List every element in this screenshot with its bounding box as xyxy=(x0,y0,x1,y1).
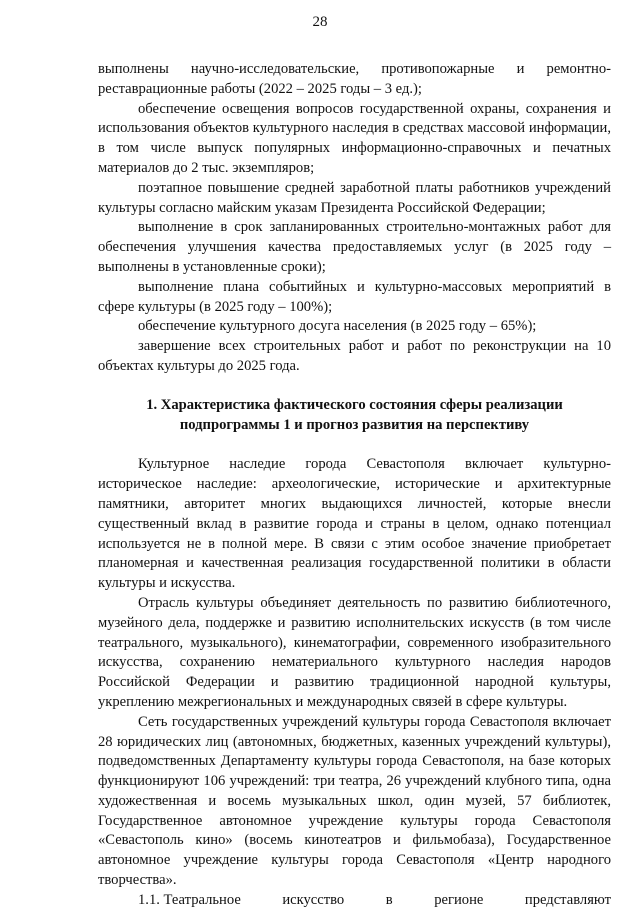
paragraph: обеспечение освещения вопросов государственной охраны, сохранения и использования объектов культурного наследия в средствах массовой информации, в том числе выпуск популярных информационно-справочных и печатных материалов до 2 тыс. экземпляров; xyxy=(98,100,611,176)
paragraph: выполнены научно-исследовательские, противопожарные и ремонтно-реставрационные работы (2022 – 2025 годы – 3 ед.); xyxy=(98,61,611,97)
paragraph: обеспечение культурного досуга населения (в 2025 году – 65%); xyxy=(138,318,537,335)
section-heading: 1. Характеристика фактического состояния сферы реализации подпрограммы 1 и прогноз развития на перспективу xyxy=(146,396,563,433)
word: регионе xyxy=(434,891,484,908)
page-content xyxy=(98,60,611,911)
paragraph: Сеть государственных учреждений культуры города Севастополя включает 28 юридических лиц (автономных, бюджетных, казенных учреждений культуры), подведомственных Департаменту культуры города Севастополя, на базе которых функционируют 106 учреждений: три театра, 26 учреждений клубного типа, одна художественная и восемь музыкальных школ, один музей, 57 библиотек, Государственное автономное учреждение культуры города Севастополя «Севастополь кино» (восемь кинотеатров и фильмобаза), Государственное автономное учреждение культуры города Севастополя «Центр народного творчества». xyxy=(98,713,611,889)
word: искусство xyxy=(282,891,345,908)
page-number: 28 xyxy=(312,14,328,30)
paragraph: завершение всех строительных работ и работ по реконструкции на 10 объектах культуры до 2025 года. xyxy=(98,338,611,374)
paragraph: выполнение в срок запланированных строительно-монтажных работ для обеспечения улучшения качества предоставляемых услуг (в 2025 году – выполнены в установленные сроки); xyxy=(98,219,611,275)
continued-paragraph-line xyxy=(98,891,611,911)
word: представляют xyxy=(524,891,611,908)
paragraph: выполнение плана событийных и культурно-массовых мероприятий в сфере культуры (в 2025 году – 100%); xyxy=(98,278,611,315)
word: 1.1. Театральное xyxy=(138,891,241,908)
paragraph: поэтапное повышение средней заработной платы работников учреждений культуры согласно майским указам Президента Российской Федерации; xyxy=(98,179,611,216)
paragraph: Отрасль культуры объединяет деятельность по развитию библиотечного, музейного дела, поддержке и развитию исполнительских искусств (в том числе театрального, музыкального), кинематографии, современного изобразительного искусства, сохранению нематериального культурного наследия народов Российской Федерации и развитию традиционной народной культуры, укреплению межрегиональных и международных связей в сфере культуры. xyxy=(98,594,611,710)
word: в xyxy=(385,891,393,908)
paragraph: Культурное наследие города Севастополя включает культурно-историческое наследие: археологические, исторические и архитектурные памятники, авторитет многих выдающихся личностей, которые внесли существенный вклад в развитие города и страны в целом, однако потенциал используется не в полной мере. В связи с этим особое значение приобретает планомерная и качественная реализация государственной политики в области культуры и искусства. xyxy=(98,456,611,592)
